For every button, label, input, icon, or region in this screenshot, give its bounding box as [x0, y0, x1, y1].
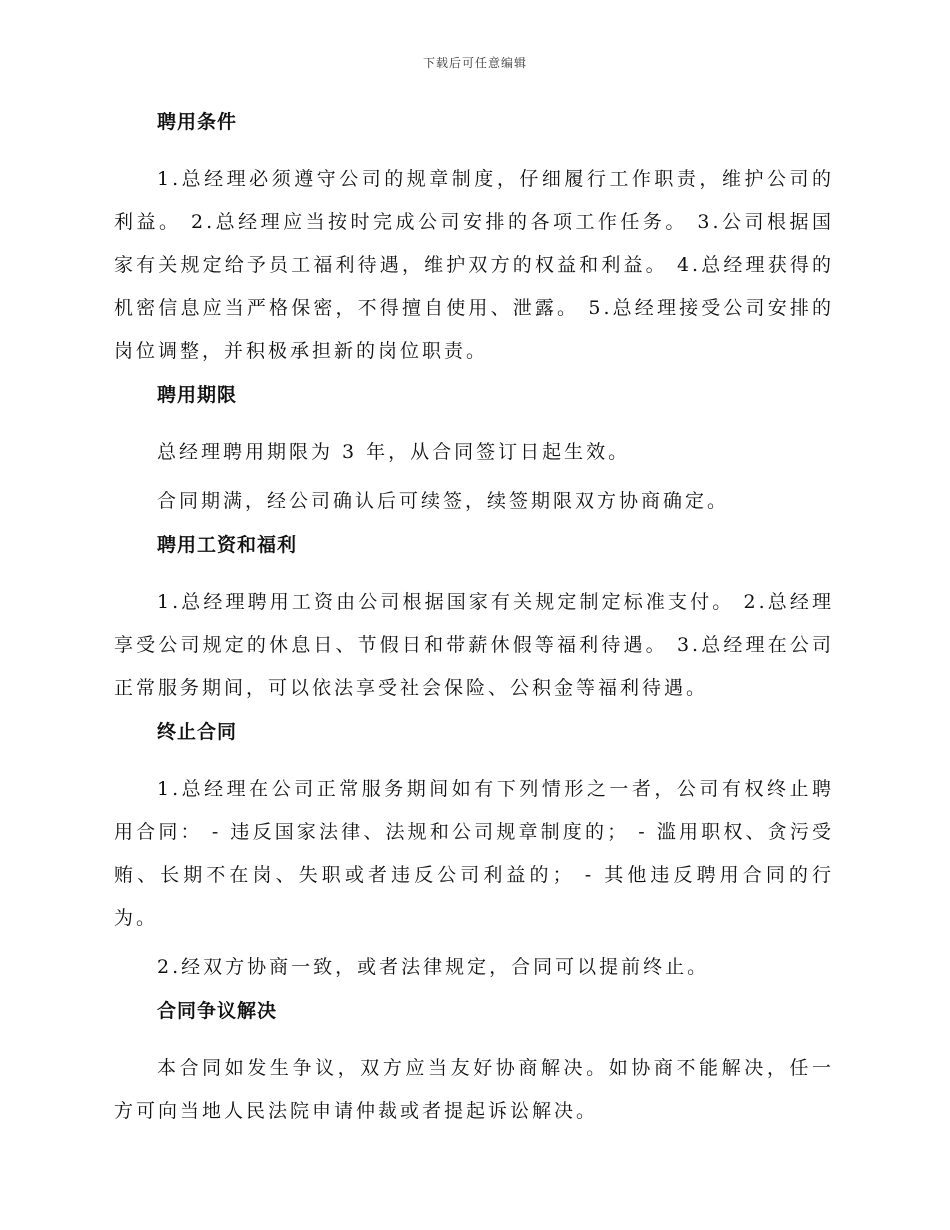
paragraph-dispute-resolution: 本合同如发生争议，双方应当友好协商解决。如协商不能解决，任一方可向当地人民法院申请仲裁或者提起诉讼解决。: [114, 1057, 834, 1122]
paragraph-employment-term-2: 合同期满，经公司确认后可续签，续签期限双方协商确定。: [157, 490, 730, 512]
section-heading-contract-termination: 终止合同: [157, 721, 238, 743]
document-body: [114, 108, 834, 1133]
paragraph-contract-termination-2: 2.经双方协商一致，或者法律规定，合同可以提前终止。: [157, 956, 710, 978]
section-heading-employment-conditions: 聘用条件: [157, 111, 238, 133]
paragraph-employment-conditions: 1.总经理必须遵守公司的规章制度，仔细履行工作职责，维护公司的利益。 2.总经理应当按时完成公司安排的各项工作任务。 3.公司根据国家有关规定给予员工福利待遇，维护双方的权益和利益。 4.总经理获得的机密信息应当严格保密，不得擅自使用、泄露。 5.总经理接受公司安排的岗位调整，并积极承担新的岗位职责。: [114, 168, 834, 362]
section-heading-dispute-resolution: 合同争议解决: [157, 1000, 278, 1022]
section-heading-employment-term: 聘用期限: [157, 384, 238, 406]
paragraph-employment-term-1: 总经理聘用期限为 3 年，从合同签订日起生效。: [157, 441, 631, 463]
paragraph-salary-benefits: 1.总经理聘用工资由公司根据国家有关规定制定标准支付。 2.总经理享受公司规定的休息日、节假日和带薪休假等福利待遇。 3.总经理在公司正常服务期间，可以依法享受社会保险、公积金等福利待遇。: [114, 591, 834, 699]
section-heading-salary-benefits: 聘用工资和福利: [157, 534, 298, 556]
paragraph-contract-termination-1: 1.总经理在公司正常服务期间如有下列情形之一者，公司有权终止聘用合同： - 违反国家法律、法规和公司规章制度的； - 滥用职权、贪污受贿、长期不在岗、失职或者违反公司利益的； - 其他违反聘用合同的行为。: [114, 778, 834, 929]
header-note: 下载后可任意编辑: [422, 56, 527, 70]
